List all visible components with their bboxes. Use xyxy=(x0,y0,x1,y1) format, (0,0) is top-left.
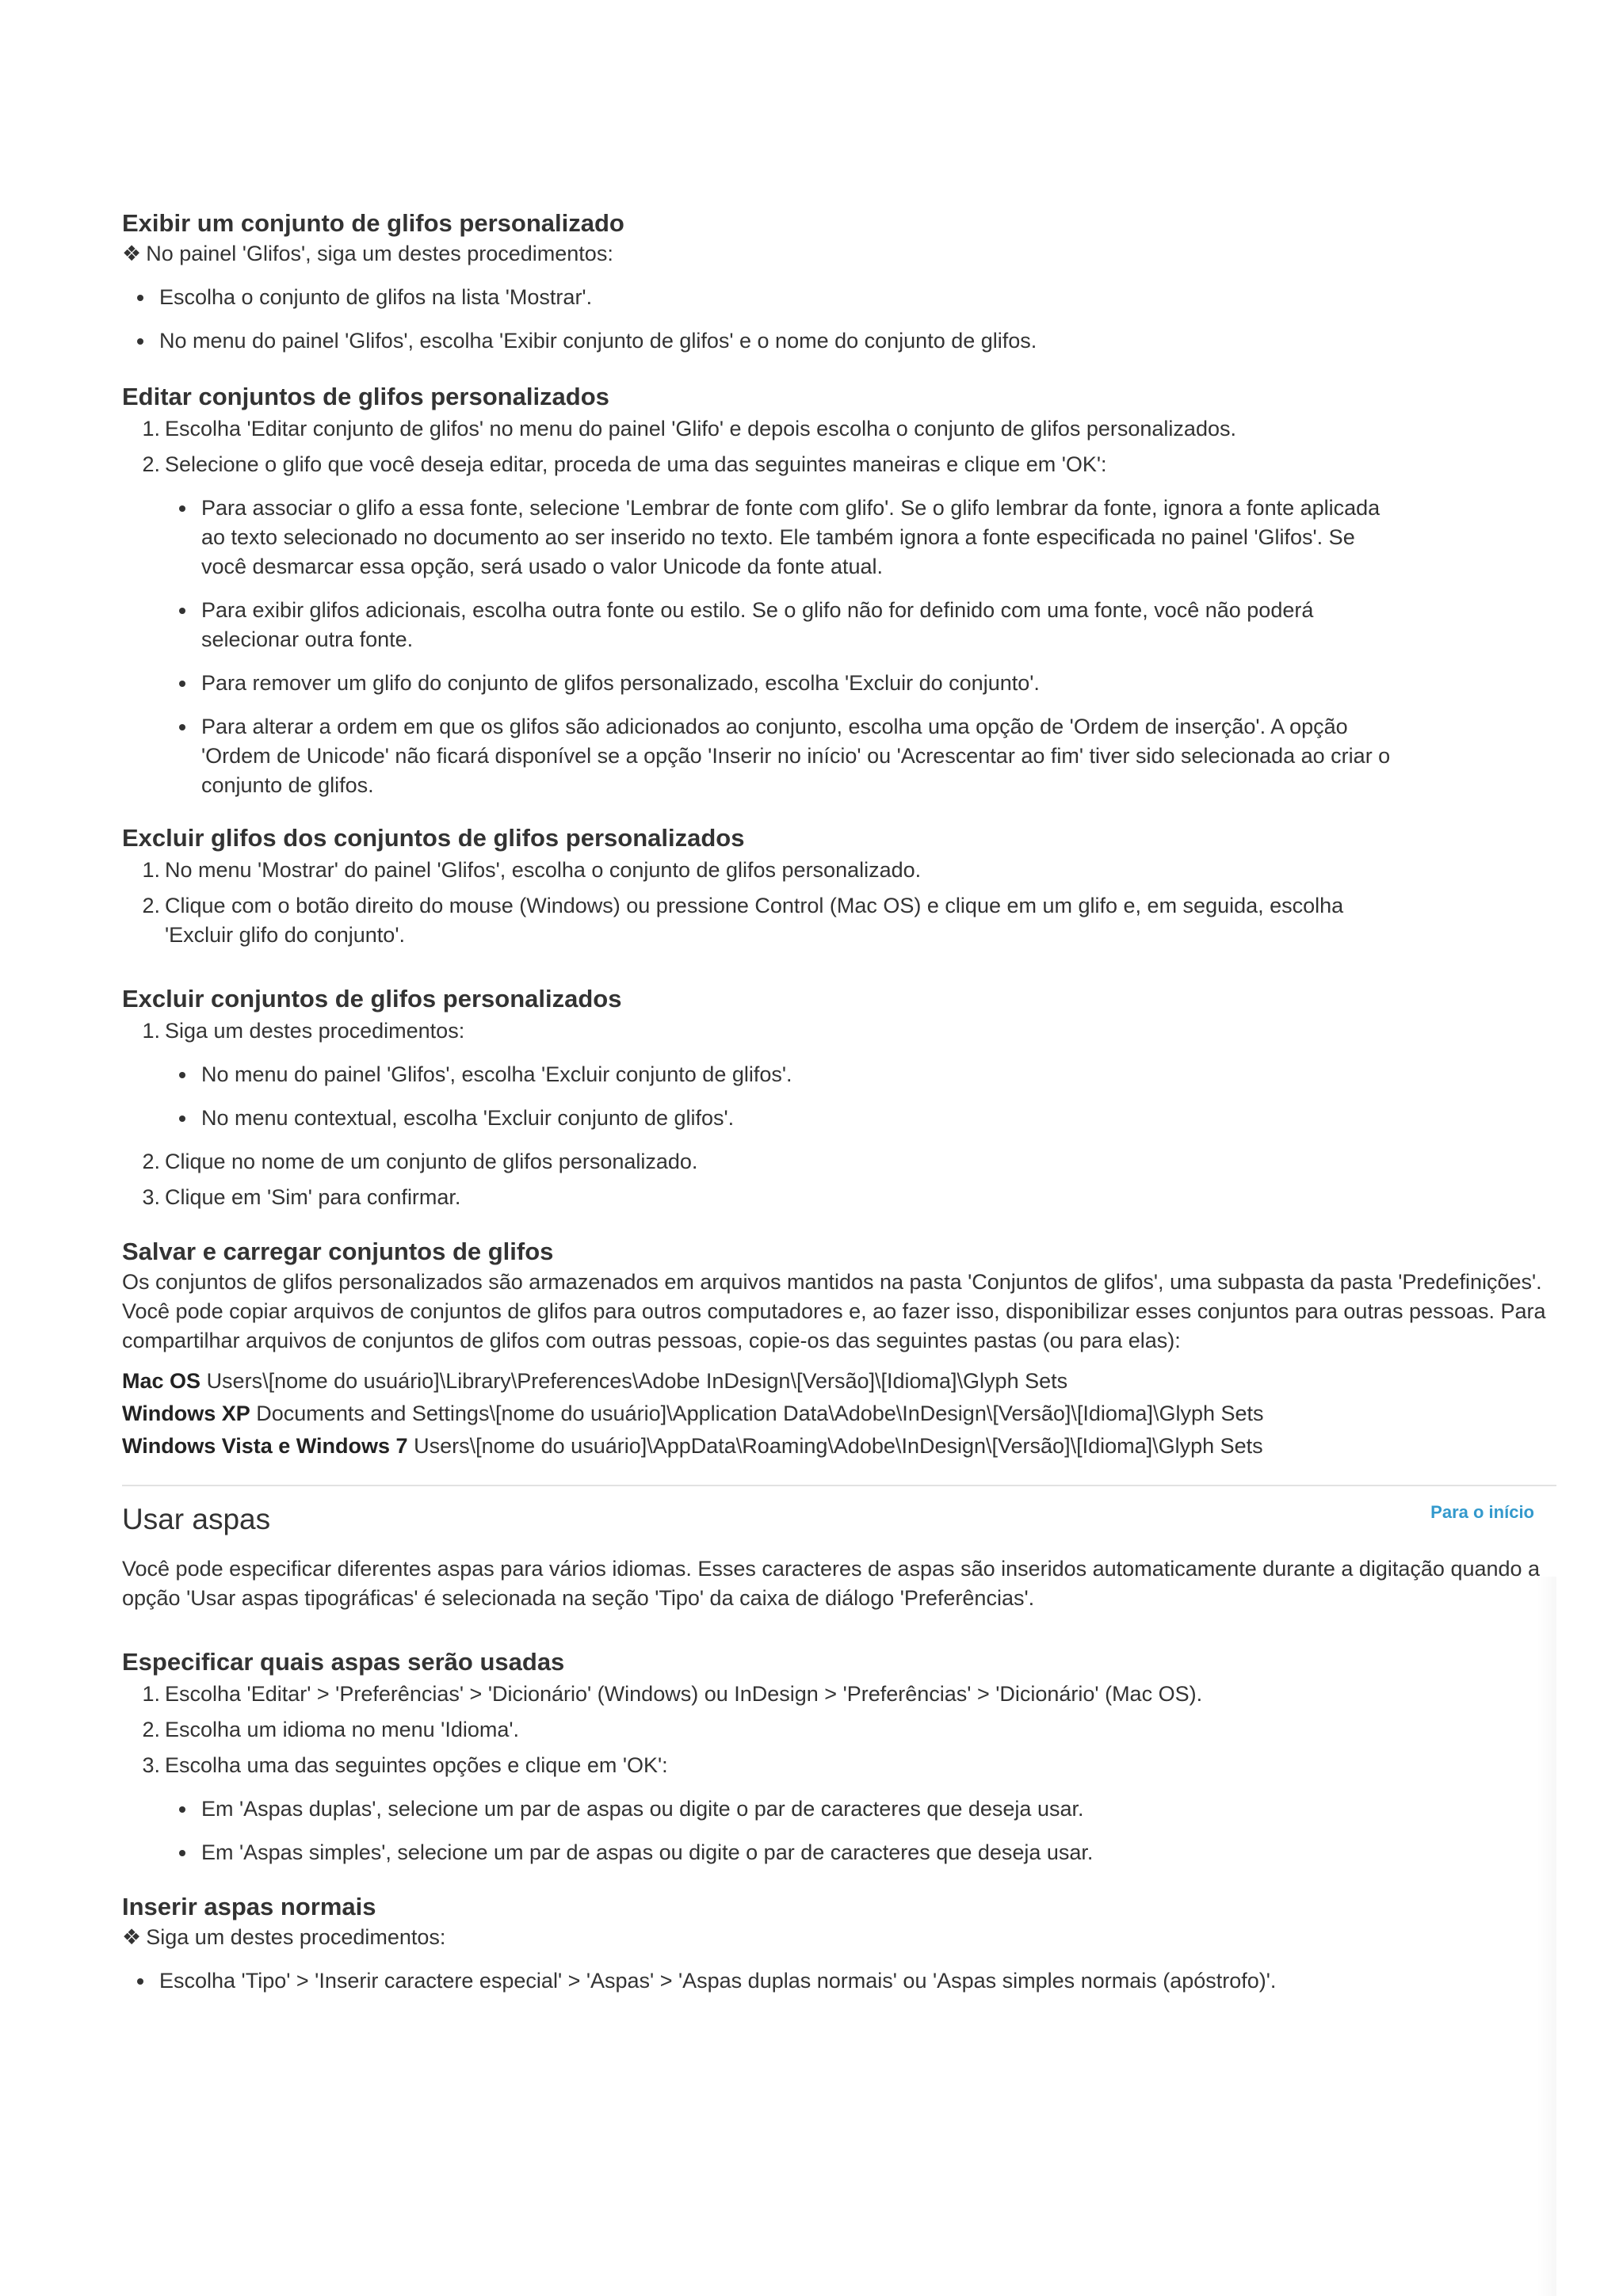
section-heading: Excluir glifos dos conjuntos de glifos personalizados xyxy=(122,824,745,852)
section-salvar xyxy=(122,1236,1556,1461)
procedure-intro xyxy=(122,1923,1556,1952)
section-heading: Excluir conjuntos de glifos personalizados xyxy=(122,985,622,1013)
bullet-list xyxy=(122,1966,1556,1996)
section-body: Os conjuntos de glifos personalizados são armazenados em arquivos mantidos na pasta 'Conjuntos de glifos', uma subpasta da pasta 'Predefinições'. Você pode copiar arquivos de conjuntos de glifos para outros computadores e, ao fazer isso, disponibilizar esses conjuntos para outras pessoas. Para compartilhar arquivos de conjuntos de glifos com outras pessoas, copie-os das seguintes pastas (ou para elas): xyxy=(122,1270,1546,1352)
diamond-bullet-icon: ❖ xyxy=(122,242,142,265)
step-text: Selecione o glifo que você deseja editar, proceda de uma das seguintes maneiras e clique em 'OK': xyxy=(165,452,1107,476)
sub-bullet-list xyxy=(165,1794,1556,1867)
list-item: Para exibir glifos adicionais, escolha outra fonte ou estilo. Se o glifo não for definido com uma fonte, você não poderá selecionar outra fonte. xyxy=(201,596,1556,654)
list-item: No menu do painel 'Glifos', escolha 'Excluir conjunto de glifos'. xyxy=(201,1060,1556,1089)
list-item: Em 'Aspas simples', selecione um par de aspas ou digite o par de caracteres que deseja usar. xyxy=(201,1838,1556,1867)
section-inserir xyxy=(122,1891,1556,1996)
step-text: Escolha uma das seguintes opções e clique em 'OK': xyxy=(165,1753,668,1777)
step-text: No menu 'Mostrar' do painel 'Glifos', escolha o conjunto de glifos personalizado. xyxy=(165,858,922,882)
path-text: Users\[nome do usuário]\AppData\Roaming\Adobe\InDesign\[Versão]\[Idioma]\Glyph Sets xyxy=(414,1434,1263,1458)
sub-bullet-list xyxy=(165,494,1556,800)
os-label: Mac OS xyxy=(122,1369,201,1393)
os-label: Windows Vista e Windows 7 xyxy=(122,1434,408,1458)
path-line xyxy=(122,1399,1556,1428)
step-text: Escolha um idioma no menu 'Idioma'. xyxy=(165,1718,520,1741)
list-item: Em 'Aspas duplas', selecione um par de aspas ou digite o par de caracteres que deseja usar. xyxy=(201,1794,1556,1824)
folder-paths xyxy=(122,1367,1556,1461)
list-item: Escolha 'Tipo' > 'Inserir caractere especial' > 'Aspas' > 'Aspas duplas normais' ou 'Aspas simples normais (apóstrofo)'. xyxy=(159,1966,1556,1996)
section-heading: Especificar quais aspas serão usadas xyxy=(122,1648,565,1676)
numbered-list xyxy=(122,1016,1556,1212)
section-exibir xyxy=(122,208,1556,356)
step-text: Clique em 'Sim' para confirmar. xyxy=(165,1185,461,1209)
path-line xyxy=(122,1432,1556,1461)
step-text: Escolha 'Editar conjunto de glifos' no menu do painel 'Glifo' e depois escolha o conjunto de glifos personalizados. xyxy=(165,417,1236,441)
section-body: Você pode especificar diferentes aspas para vários idiomas. Esses caracteres de aspas são inseridos automaticamente durante a digitação quando a opção 'Usar aspas tipográficas' é selecionada na seção 'Tipo' da caixa de diálogo 'Preferências'. xyxy=(122,1557,1541,1610)
list-item: 2. Clique com o botão direito do mouse (Windows) ou pressione Control (Mac OS) e clique em um glifo e, em seguida, escolha 'Excluir glifo do conjunto'. xyxy=(142,894,1344,947)
section-usar-aspas xyxy=(122,1501,1556,1613)
procedure-intro-text: Siga um destes procedimentos: xyxy=(146,1925,446,1949)
list-item: Para associar o glifo a essa fonte, selecione 'Lembrar de fonte com glifo'. Se o glifo lembrar da fonte, ignora a fonte aplicada ao texto selecionado no documento ao ser inserido no texto. Ele também ignora a fonte especificada no painel 'Glifos'. Se você desmarcar essa opção, será usado o valor Unicode da fonte atual. xyxy=(201,494,1556,582)
list-item: 1. Escolha 'Editar' > 'Preferências' > 'Dicionário' (Windows) ou InDesign > 'Preferências' > 'Dicionário' (Mac OS). xyxy=(142,1682,1203,1706)
bullet-list xyxy=(122,283,1556,356)
list-item: 3. Clique em 'Sim' para confirmar. xyxy=(142,1185,461,1209)
path-text: Users\[nome do usuário]\Library\Preferences\Adobe InDesign\[Versão]\[Idioma]\Glyph Sets xyxy=(206,1369,1068,1393)
back-to-top-link[interactable]: Para o início xyxy=(1430,1502,1534,1522)
os-label: Windows XP xyxy=(122,1402,250,1425)
sub-bullet-list xyxy=(165,1060,1556,1133)
section-heading: Salvar e carregar conjuntos de glifos xyxy=(122,1238,554,1265)
list-item: 2. Escolha um idioma no menu 'Idioma'. xyxy=(142,1718,520,1741)
section-especificar xyxy=(122,1646,1556,1867)
section-excluir-conjuntos xyxy=(122,983,1556,1212)
section-excluir-glifos xyxy=(122,822,1556,950)
topic-heading: Usar aspas xyxy=(122,1503,271,1535)
section-heading: Exibir um conjunto de glifos personalizado xyxy=(122,209,624,237)
procedure-intro-text: No painel 'Glifos', siga um destes procedimentos: xyxy=(146,242,613,265)
list-item: 2. Clique no nome de um conjunto de glifos personalizado. xyxy=(142,1150,698,1173)
step-text: Siga um destes procedimentos: xyxy=(165,1019,465,1043)
path-line xyxy=(122,1367,1556,1396)
list-item: 1. Escolha 'Editar conjunto de glifos' no menu do painel 'Glifo' e depois escolha o conjunto de glifos personalizados. xyxy=(142,417,1236,441)
document-page xyxy=(122,208,1556,2010)
list-item: No menu contextual, escolha 'Excluir conjunto de glifos'. xyxy=(201,1104,1556,1133)
list-item: 2. Selecione o glifo que você deseja editar, proceda de uma das seguintes maneiras e clique em 'OK': Para associar o glifo a essa fonte, selecione 'Lembrar de fonte com glifo'. Se o glifo lembrar da fonte, ignora a fonte aplicada ao texto selecionado no documento ao ser inserido no texto. Ele também ignora a fonte especificada no painel 'Glifos'. Se você desmarcar essa opção, será usado o valor Unicode da fonte atual. Para exibir glifos adicionais, escolha outra fonte ou estilo. Se o glifo não for definido com uma fonte, você não poderá selecionar outra fonte. Para remover um glifo do conjunto de glifos personalizado, escolha 'Excluir do conjunto'. Para alterar a ordem em que os glifos são adicionados ao conjunto, escolha uma opção de 'Ordem de inserção'. A opção 'Ordem de Unicode' não ficará disponível se a opção 'Inserir no início' ou 'Acrescentar ao fim' tiver sido selecionada ao criar o conjunto de glifos. xyxy=(165,450,1556,800)
numbered-list xyxy=(122,414,1556,800)
list-item: 1. Siga um destes procedimentos: No menu do painel 'Glifos', escolha 'Excluir conjunto de glifos'. No menu contextual, escolha 'Excluir conjunto de glifos'. xyxy=(165,1016,1556,1133)
list-item: No menu do painel 'Glifos', escolha 'Exibir conjunto de glifos' e o nome do conjunto de glifos. xyxy=(159,326,1556,356)
list-item: Para remover um glifo do conjunto de glifos personalizado, escolha 'Excluir do conjunto'. xyxy=(201,669,1556,698)
step-text: Escolha 'Editar' > 'Preferências' > 'Dicionário' (Windows) ou InDesign > 'Preferências' > 'Dicionário' (Mac OS). xyxy=(165,1682,1203,1706)
section-heading: Editar conjuntos de glifos personalizados xyxy=(122,383,609,410)
section-editar xyxy=(122,381,1556,800)
section-heading: Inserir aspas normais xyxy=(122,1893,376,1920)
step-text: Clique no nome de um conjunto de glifos personalizado. xyxy=(165,1150,698,1173)
list-item: Para alterar a ordem em que os glifos são adicionados ao conjunto, escolha uma opção de 'Ordem de inserção'. A opção 'Ordem de Unicode' não ficará disponível se a opção 'Inserir no início' ou 'Acrescentar ao fim' tiver sido selecionada ao criar o conjunto de glifos. xyxy=(201,712,1556,800)
list-item: 3. Escolha uma das seguintes opções e clique em 'OK': Em 'Aspas duplas', selecione um par de aspas ou digite o par de caracteres que deseja usar. Em 'Aspas simples', selecione um par de aspas ou digite o par de caracteres que deseja usar. xyxy=(165,1751,1556,1867)
step-text: Clique com o botão direito do mouse (Windows) ou pressione Control (Mac OS) e clique em um glifo e, em seguida, escolha 'Excluir glifo do conjunto'. xyxy=(165,894,1344,947)
numbered-list xyxy=(122,1680,1556,1867)
procedure-intro xyxy=(122,239,1556,269)
path-text: Documents and Settings\[nome do usuário]\Application Data\Adobe\InDesign\[Versão]\[Idioma]\Glyph Sets xyxy=(256,1402,1264,1425)
diamond-bullet-icon: ❖ xyxy=(122,1925,142,1949)
list-item: 1. No menu 'Mostrar' do painel 'Glifos', escolha o conjunto de glifos personalizado. xyxy=(142,858,922,882)
list-item: Escolha o conjunto de glifos na lista 'Mostrar'. xyxy=(159,283,1556,312)
section-divider xyxy=(122,1485,1556,1486)
numbered-list xyxy=(122,856,1556,950)
